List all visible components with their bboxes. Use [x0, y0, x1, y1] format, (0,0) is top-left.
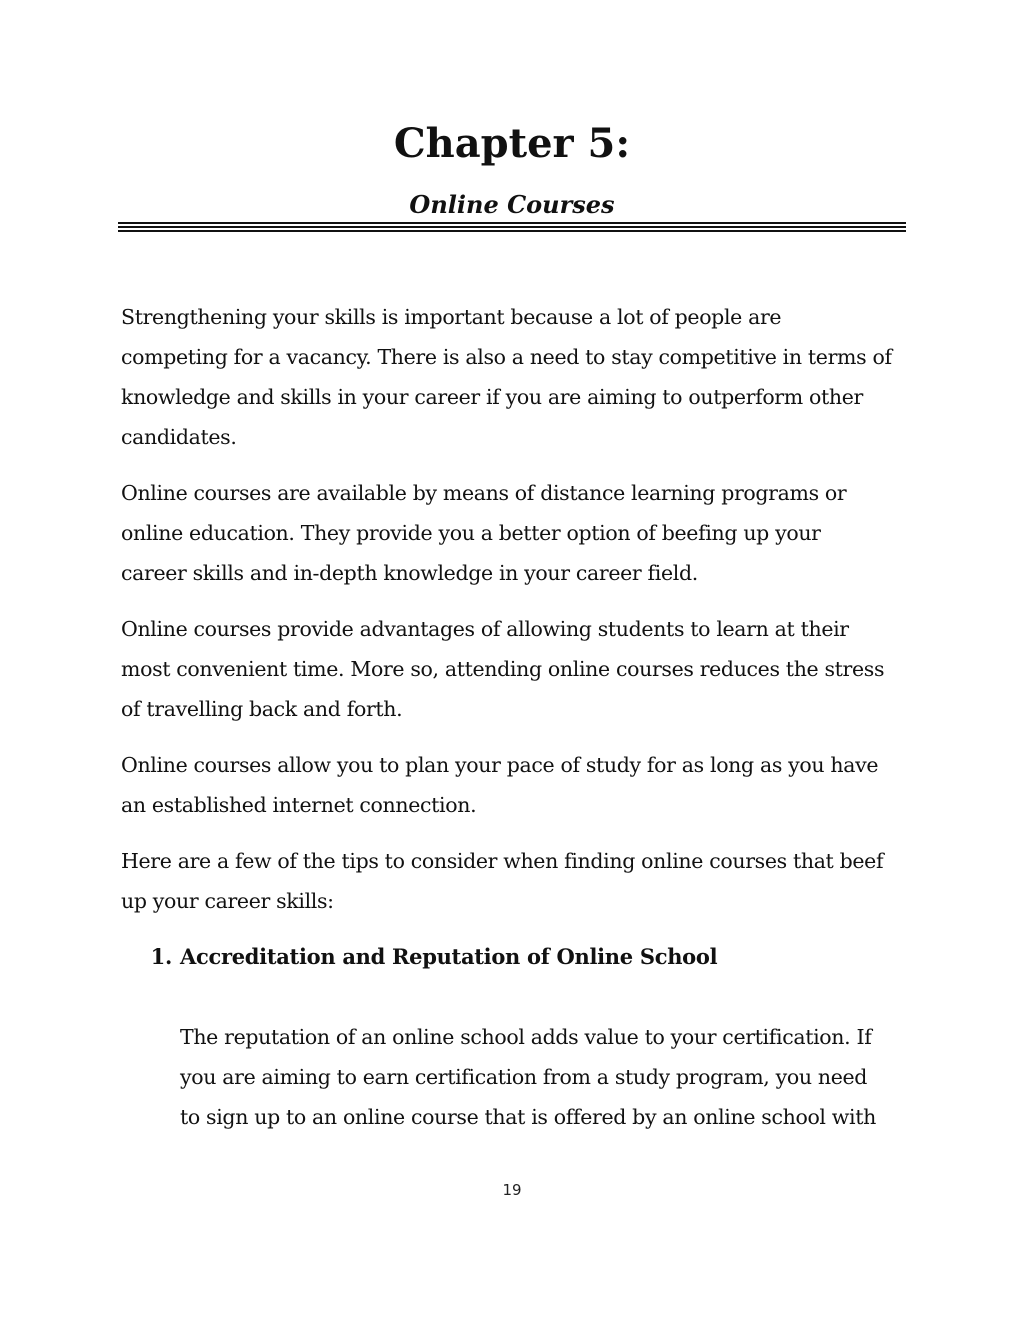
paragraph-line: Online courses allow you to plan your pace of study for as long as you have — [121, 753, 879, 777]
paragraph-line: knowledge and skills in your career if you are aiming to outperform other — [121, 385, 863, 409]
title-rule-top-line — [118, 222, 906, 224]
paragraph — [121, 609, 921, 729]
page-number: 19 — [502, 1181, 522, 1199]
paragraph-line: of travelling back and forth. — [121, 697, 403, 721]
title-double-rule — [118, 222, 906, 232]
title-rule-bottom-line — [118, 230, 906, 232]
chapter-subtitle: Online Courses — [409, 190, 615, 219]
list-item-heading — [121, 937, 921, 977]
paragraph-line: candidates. — [121, 425, 237, 449]
paragraph — [121, 841, 921, 921]
paragraph — [121, 473, 921, 593]
title-rule-middle-line — [118, 226, 906, 228]
list-item-body — [180, 1017, 921, 1137]
list-item-number-box — [121, 937, 180, 977]
paragraph-line: online education. They provide you a better option of beefing up your — [121, 521, 821, 545]
numbered-list-item — [121, 937, 921, 1137]
paragraph-line: Here are a few of the tips to consider when finding online courses that beef — [121, 849, 884, 873]
list-item-body-line: to sign up to an online course that is offered by an online school with — [180, 1105, 876, 1129]
list-item-heading-text: Accreditation and Reputation of Online School — [180, 944, 718, 969]
paragraph — [121, 297, 921, 457]
paragraph-line: Strengthening your skills is important because a lot of people are — [121, 305, 782, 329]
paragraph-line: competing for a vacancy. There is also a need to stay competitive in terms of — [121, 345, 892, 369]
chapter-title: Chapter 5: — [393, 120, 631, 167]
chapter-body — [121, 297, 921, 1137]
list-item-number: 1. — [150, 944, 172, 969]
paragraph — [121, 745, 921, 825]
list-item-body-line: you are aiming to earn certification from a study program, you need — [180, 1065, 868, 1089]
paragraph-line: Online courses are available by means of distance learning programs or — [121, 481, 847, 505]
paragraph-line: career skills and in-depth knowledge in your career field. — [121, 561, 698, 585]
paragraph-line: Online courses provide advantages of allowing students to learn at their — [121, 617, 849, 641]
paragraph-line: most convenient time. More so, attending online courses reduces the stress — [121, 657, 885, 681]
list-item-body-line: The reputation of an online school adds value to your certification. If — [180, 1025, 872, 1049]
paragraph-line: up your career skills: — [121, 889, 334, 913]
paragraph-line: an established internet connection. — [121, 793, 477, 817]
